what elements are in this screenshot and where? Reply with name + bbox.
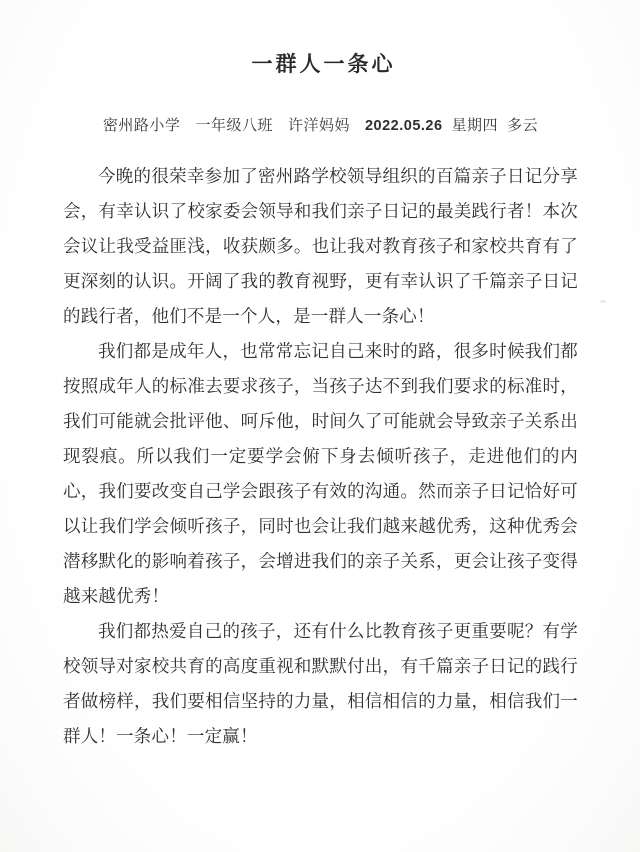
document-title: 一群人一条心 [251, 52, 396, 76]
body-paragraph-2: 我们都是成年人，也常常忘记自己来时的路，很多时候我们都按照成年人的标准去要求孩子，当孩子达不到我们要求的标准时，我们可能就会批评他、呵斥他，时间久了可能就会导致亲子关系出现裂痕。所以我们一定要学会俯下身去倾听孩子，走进他们的内心，我们要改变自己学会跟孩子有效的沟通。然而亲子日记恰好可以让我们学会倾听孩子，同时也会让我们越来越优秀，这种优秀会潜移默化的影响着孩子，会增进我们的亲子关系，更会让孩子变得越来越优秀！ [63, 341, 578, 606]
byline-weather: 多云 [507, 118, 539, 134]
byline-weekday: 星期四 [451, 118, 499, 134]
document-body [63, 159, 578, 754]
byline-date-group [365, 114, 538, 135]
scan-artifact [600, 300, 606, 303]
byline-date: 2022.05.26 [364, 118, 443, 134]
body-paragraph-1: 今晚的很荣幸参加了密州路学校领导组织的百篇亲子日记分享会，有幸认识了校家委会领导和我们亲子日记的最美践行者！本次会议让我受益匪浅，收获颇多。也让我对教育孩子和家校共育有了更深刻的认识。开阔了我的教育视野，更有幸认识了千篇亲子日记的践行者，他们不是一个人，是一群人一条心！ [63, 166, 578, 326]
byline-class: 一年级八班 [195, 118, 273, 134]
byline-author: 许洋妈妈 [287, 118, 350, 134]
body-paragraph-3: 我们都热爱自己的孩子，还有什么比教育孩子更重要呢？有学校领导对家校共育的高度重视和默默付出，有千篇亲子日记的践行者做榜样，我们要相信坚持的力量，相信相信的力量，相信我们一群人！一条心！一定赢！ [63, 621, 578, 746]
byline-school: 密州路小学 [102, 118, 181, 134]
byline [63, 114, 578, 135]
